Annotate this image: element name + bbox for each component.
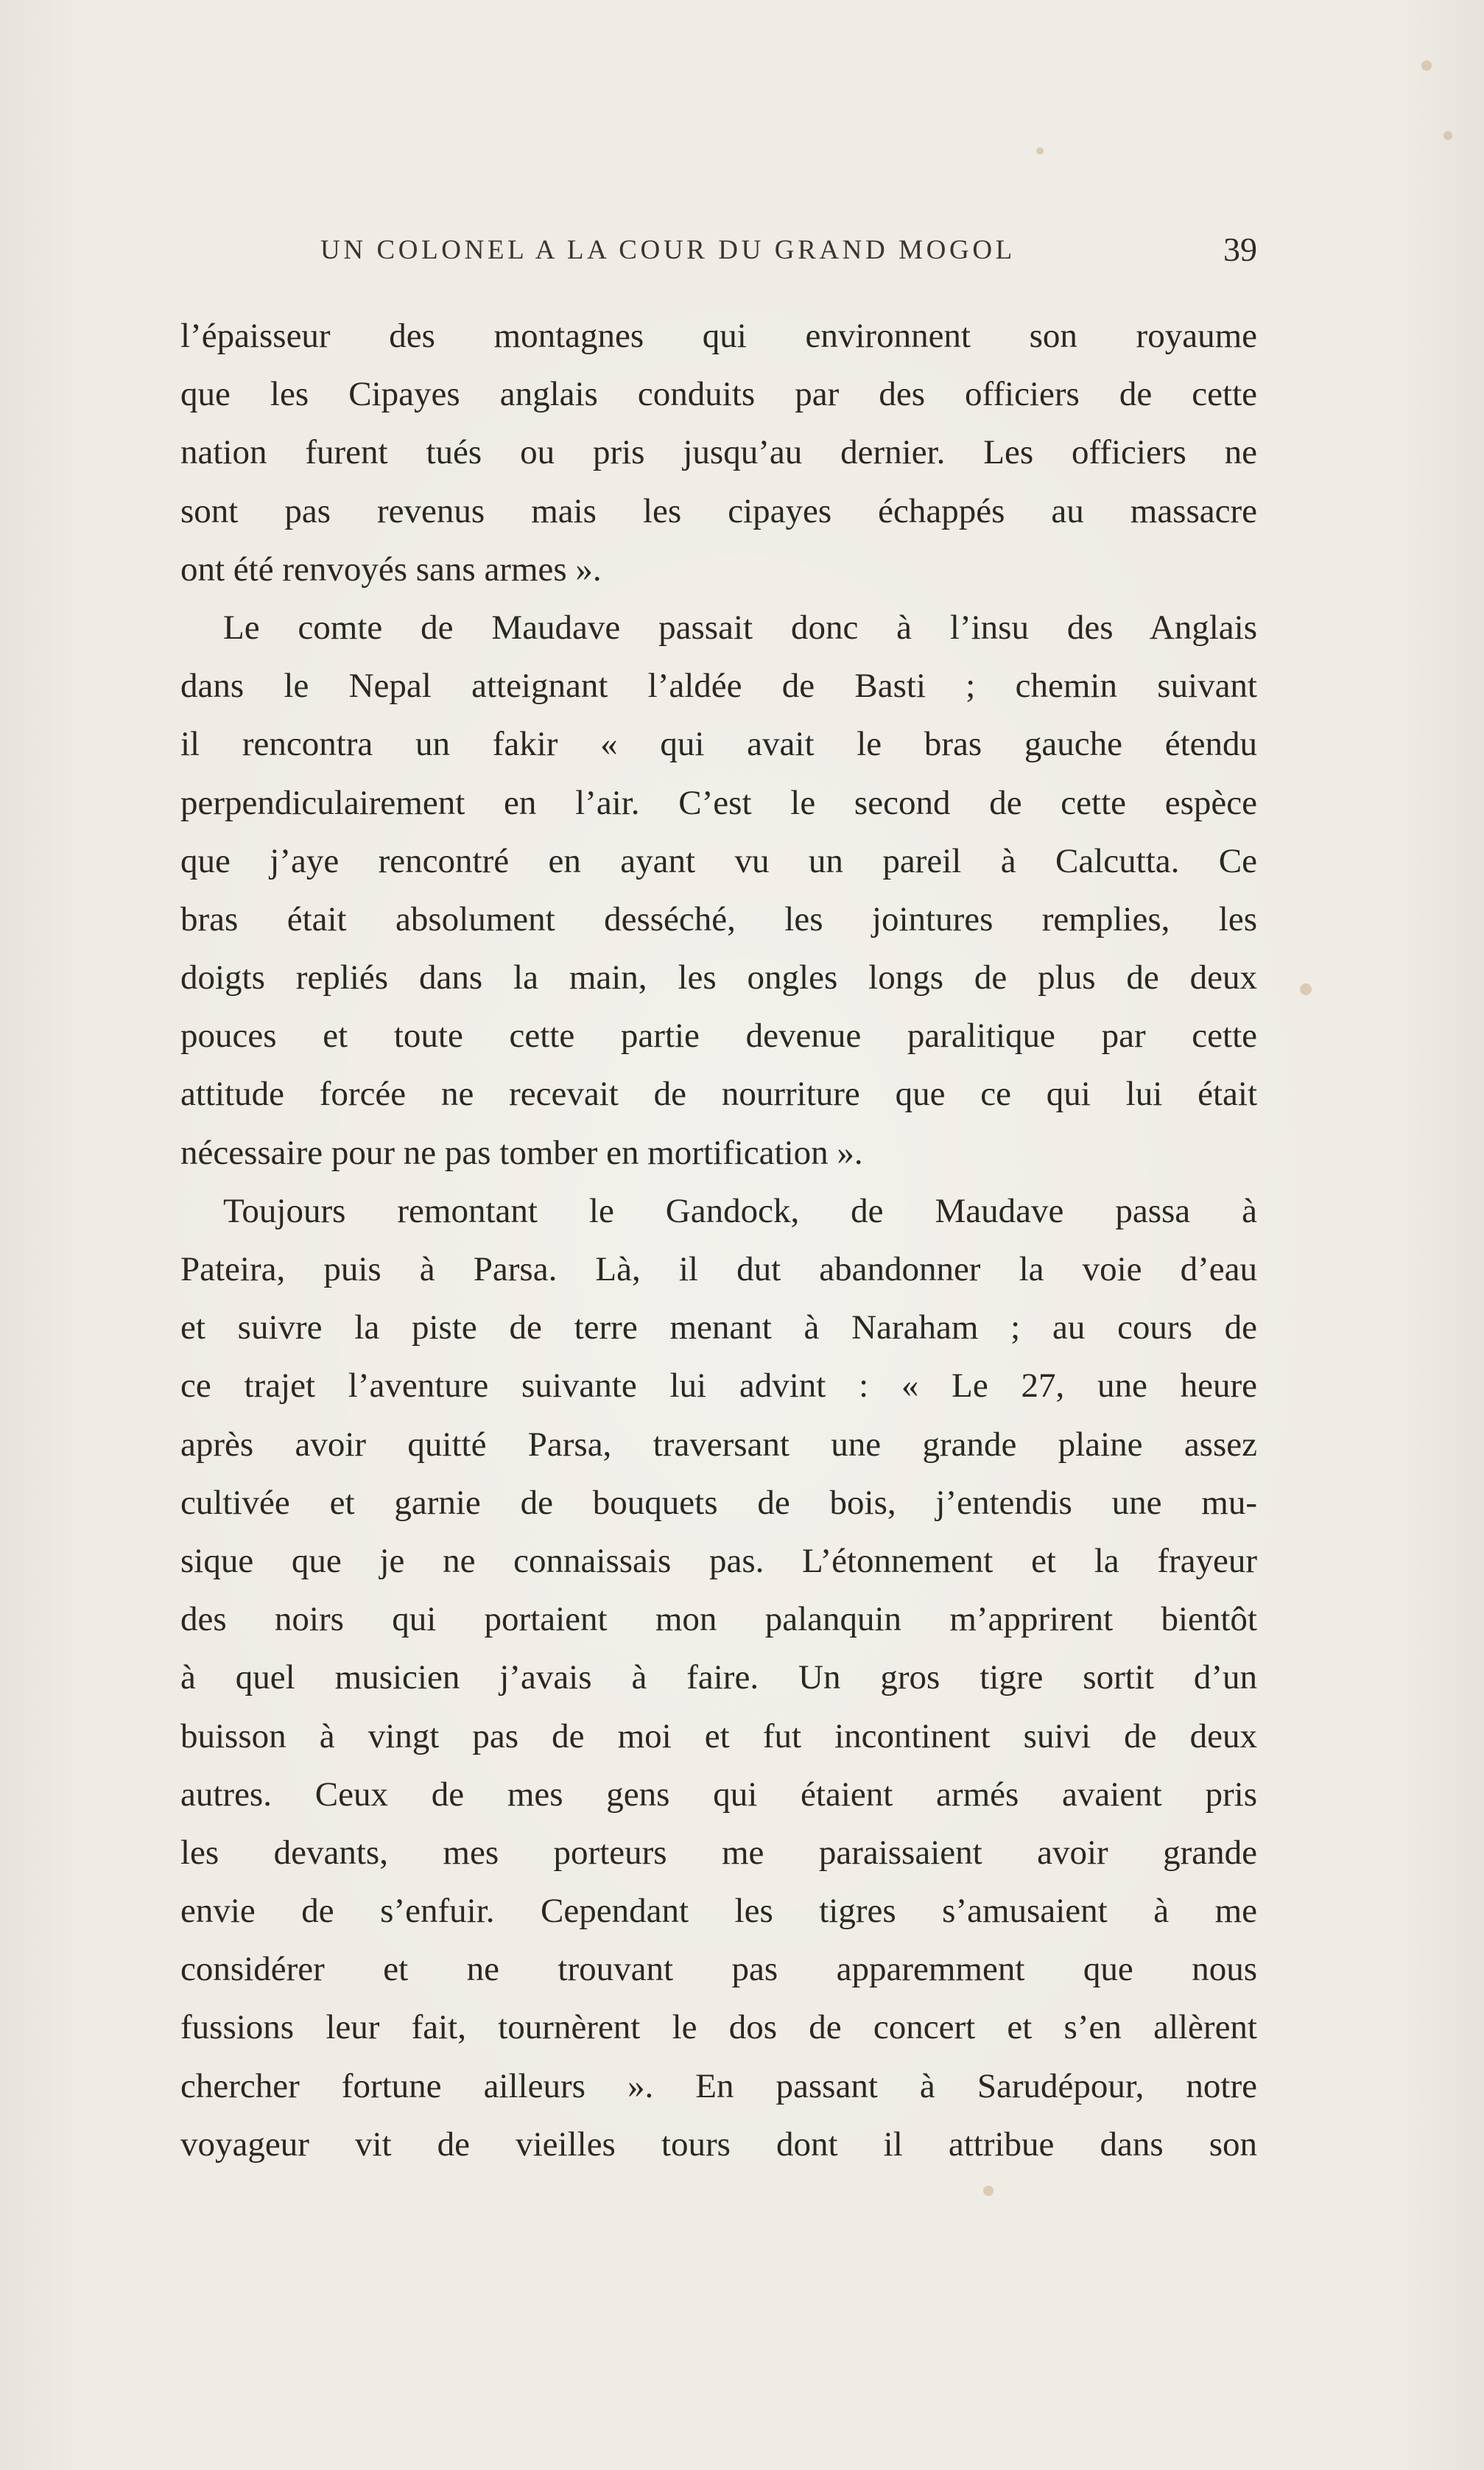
- text-line: ce trajet l’aventure suivante lui advint : « Le 27, une heure: [180, 1366, 1257, 1406]
- text-line: doigts repliés dans la main, les ongles longs de plus de deux: [180, 958, 1257, 997]
- text-line: buisson à vingt pas de moi et fut incontinent suivi de deux: [180, 1716, 1257, 1755]
- foxing-spot: [983, 2186, 994, 2196]
- foxing-spot: [1300, 983, 1312, 995]
- text-line: l’épaisseur des montagnes qui environnent son royaume: [180, 317, 1257, 355]
- running-title: UN COLONEL A LA COUR DU GRAND MOGOL: [320, 235, 1016, 265]
- text-line: autres. Ceux de mes gens qui étaient armés avaient pris: [180, 1775, 1257, 1814]
- text-line: pouces et toute cette partie devenue paralitique par cette: [180, 1017, 1257, 1056]
- text-line: envie de s’enfuir. Cependant les tigres s’amusaient à me: [180, 1892, 1257, 1931]
- text-line: dans le Nepal atteignant l’aldée de Basti ; chemin suivant: [180, 667, 1257, 706]
- foxing-spot: [1036, 147, 1044, 155]
- text-line: que j’aye rencontré en ayant vu un pareil à Calcutta. Ce: [180, 841, 1257, 880]
- text-line: attitude forcée ne recevait de nourriture que ce qui lui était: [180, 1075, 1257, 1114]
- text-line: les devants, mes porteurs me paraissaient avoir grande: [180, 1833, 1257, 1872]
- text-line: il rencontra un fakir « qui avait le bras gauche étendu: [180, 725, 1257, 764]
- text-line: sique que je ne connaissais pas. L’étonnement et la frayeur: [180, 1541, 1257, 1580]
- text-line: considérer et ne trouvant pas apparemment que nous: [180, 1950, 1257, 1989]
- page-header: [320, 231, 1257, 271]
- text-line: nation furent tués ou pris jusqu’au dernier. Les officiers ne: [180, 433, 1257, 472]
- text-line: à quel musicien j’avais à faire. Un gros tigre sortit d’un: [180, 1658, 1257, 1697]
- text-line: Le comte de Maudave passait donc à l’insu des Anglais: [223, 608, 1257, 647]
- text-line: chercher fortune ailleurs ». En passant à Sarudépour, notre: [180, 2066, 1257, 2105]
- text-line: cultivée et garnie de bouquets de bois, j’entendis une mu-: [180, 1483, 1257, 1522]
- text-line: que les Cipayes anglais conduits par des officiers de cette: [180, 375, 1257, 414]
- body-text: [180, 307, 1257, 2174]
- text-line: des noirs qui portaient mon palanquin m’apprirent bientôt: [180, 1600, 1257, 1639]
- text-line: bras était absolument desséché, les jointures remplies, les: [180, 899, 1257, 938]
- text-line: sont pas revenus mais les cipayes échappés au massacre: [180, 491, 1257, 530]
- foxing-spot: [1443, 131, 1452, 140]
- text-line: voyageur vit de vieilles tours dont il attribue dans son: [180, 2125, 1257, 2164]
- text-line: nécessaire pour ne pas tomber en mortification ».: [180, 1133, 863, 1172]
- text-line: Pateira, puis à Parsa. Là, il dut abandonner la voie d’eau: [180, 1250, 1257, 1288]
- text-line: ont été renvoyés sans armes ».: [180, 550, 602, 589]
- text-line: et suivre la piste de terre menant à Naraham ; au cours de: [180, 1308, 1257, 1347]
- text-line: Toujours remontant le Gandock, de Maudave passa à: [223, 1191, 1257, 1230]
- page-number: 39: [1223, 231, 1257, 268]
- text-line: fussions leur fait, tournèrent le dos de concert et s’en allèrent: [180, 2008, 1257, 2047]
- text-line: perpendiculairement en l’air. C’est le second de cette espèce: [180, 783, 1257, 822]
- text-line: après avoir quitté Parsa, traversant une grande plaine assez: [180, 1425, 1257, 1464]
- foxing-spot: [1421, 60, 1432, 71]
